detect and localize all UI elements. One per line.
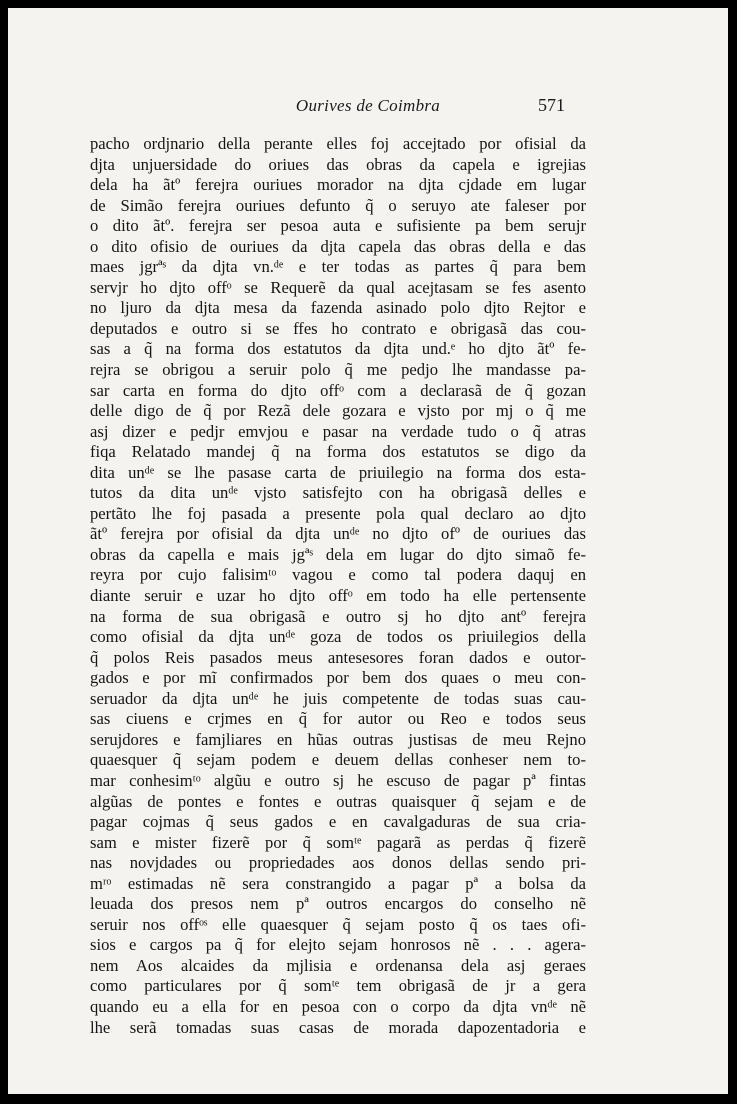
text-line: nas novjdades ou propriedades aos donos dellas sendo pri- (90, 853, 586, 873)
text-line: sar carta en forma do djto offᵒ com a declarasã de q̃ gozan (90, 380, 586, 400)
text-line: quaesquer q̃ sejam podem e deuem dellas conheser nem to- (90, 750, 586, 770)
text-line: rejra se obrigou a seruir polo q̃ me pedjo lhe mandasse pa- (90, 360, 586, 380)
text-line: o dito ãtº. ferejra ser pesoa auta e sufisiente pa bem serujr (90, 216, 586, 236)
text-line: sas a q̃ na forma dos estatutos da djta und.ᵉ ho djto ãtº fe- (90, 339, 586, 359)
text-line: como particulares por q̃ somᵗᵉ tem obrigasã de jr a gera (90, 976, 586, 996)
text-line: dita unᵈᵉ se lhe pasase carta de priuilegio na forma dos esta- (90, 462, 586, 482)
text-line: diante seruir e uzar ho djto offᵒ em todo ha elle pertensente (90, 586, 586, 606)
text-line: serujdores e famjliares en hũas outras justisas de meu Rejno (90, 729, 586, 749)
text-line: sas ciuens e crjmes en q̃ for autor ou Reo e todos seus (90, 709, 586, 729)
text-line: mʳᵒ estimadas nẽ sera constrangido a pagar pª a bolsa da (90, 873, 586, 893)
text-line: no ljuro da djta mesa da fazenda asinado polo djto Rejtor e (90, 298, 586, 318)
text-line: reyra por cujo falisimᵗᵒ vagou e como tal podera daquj en (90, 565, 586, 585)
text-line: leuada dos presos nem pª outros encargos do conselho nẽ (90, 894, 586, 914)
text-line: de Simão ferejra ouriues defunto q̃ o seruyo ate faleser por (90, 195, 586, 215)
text-line: gados e por mĩ confirmados por bem dos quaes o meu con- (90, 668, 586, 688)
text-line: seruador da djta unᵈᵉ he juis competente de todas suas cau- (90, 688, 586, 708)
text-line: seruir nos offᵒˢ elle quaesquer q̃ sejam posto q̃ os taes ofi- (90, 914, 586, 934)
text-line: servjr ho djto offᵒ se Requerẽ da qual acejtasam se fes asento (90, 277, 586, 297)
text-line: pertãto lhe foj pasada a presente pola qual declaro ao djto (90, 503, 586, 523)
text-line: djta unjuersidade do oriues das obras da capela e igrejias (90, 154, 586, 174)
text-line: como ofisial da djta unᵈᵉ goza de todos os priuilegios della (90, 627, 586, 647)
body-text (90, 134, 586, 1038)
text-line: tutos da dita unᵈᵉ vjsto satisfejto con ha obrigasã delles e (90, 483, 586, 503)
text-line: fiqa Relatado mandej q̃ na forma dos estatutos se digo da (90, 442, 586, 462)
text-line: lhe serã tomadas suas casas de morada dapozentadoria e (90, 1017, 586, 1037)
text-line: nem Aos alcaides da mjlisia e ordenansa dela asj geraes (90, 955, 586, 975)
book-page (8, 8, 728, 1094)
text-line: delle digo de q̃ por Rezã dele gozara e vjsto por mj o q̃ me (90, 401, 586, 421)
text-line: obras da capella e mais jgªˢ dela em lugar do djto simaõ fe- (90, 544, 586, 564)
text-line: dela ha ãtº ferejra ouriues morador na djta cjdade em lugar (90, 175, 586, 195)
text-line: na forma de sua obrigasã e outro sj ho djto antº ferejra (90, 606, 586, 626)
text-line: ãtº ferejra por ofisial da djta unᵈᵉ no djto ofº de ouriues das (90, 524, 586, 544)
page-number: 571 (538, 95, 565, 115)
text-line: o dito ofisio de ouriues da djta capela das obras della e das (90, 236, 586, 256)
text-line: mar conhesimᵗᵒ algũu e outro sj he escuso de pagar pª fintas (90, 770, 586, 790)
text-line: deputados e outro si se ffes ho contrato e obrigasã das cou- (90, 318, 586, 338)
text-line: sios e cargos pa q̃ for elejto sejam honrosos nẽ . . . agera- (90, 935, 586, 955)
text-line: algũas de pontes e fontes e outras quaisquer q̃ sejam e de (90, 791, 586, 811)
text-line: pagar cojmas q̃ seus gados e en cavalgaduras de sua cria- (90, 812, 586, 832)
text-line: pacho ordjnario della perante elles foj accejtado por ofisial da (90, 134, 586, 153)
text-line: maes jgrªˢ da djta vn.ᵈᵉ e ter todas as partes q̃ para bem (90, 257, 586, 277)
text-line: q̃ polos Reis pasados meus antesesores foran dados e outor- (90, 647, 586, 667)
running-title: Ourives de Coimbra (295, 96, 441, 115)
text-line: sam e mister fizerẽ por q̃ somᵗᵉ pagarã as perdas q̃ fizerẽ (90, 832, 586, 852)
text-line: quando eu a ella for en pesoa con o corpo da djta vnᵈᵉ nẽ (90, 996, 586, 1016)
text-line: asj dizer e pedjr emvjou e pasar na verdade tudo o q̃ atras (90, 421, 586, 441)
